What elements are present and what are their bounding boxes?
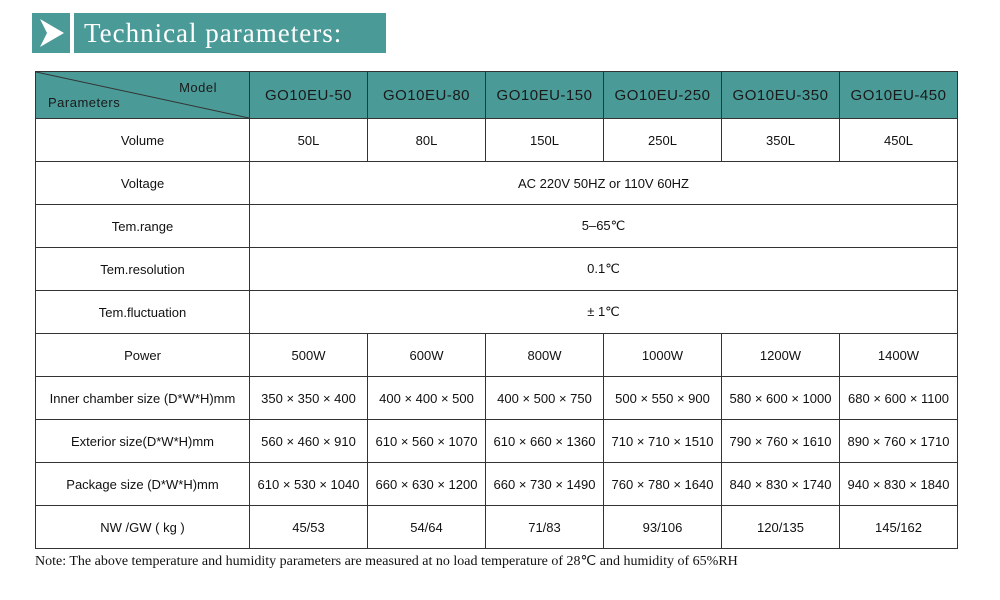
table-row bbox=[36, 291, 958, 334]
parameter-label-cell: Inner chamber size (D*W*H)mm bbox=[36, 377, 250, 420]
value-cell: 790 × 760 × 1610 bbox=[722, 420, 840, 463]
parameter-label-cell: Tem.range bbox=[36, 205, 250, 248]
parameter-label-cell: Power bbox=[36, 334, 250, 377]
parameter-label-cell: Package size (D*W*H)mm bbox=[36, 463, 250, 506]
value-cell: 580 × 600 × 1000 bbox=[722, 377, 840, 420]
parameter-label-cell: Tem.fluctuation bbox=[36, 291, 250, 334]
value-cell: 71/83 bbox=[486, 506, 604, 549]
value-cell: 400 × 400 × 500 bbox=[368, 377, 486, 420]
value-cell: 45/53 bbox=[250, 506, 368, 549]
model-header-cell: GO10EU-50 bbox=[250, 72, 368, 119]
table-header-row bbox=[36, 72, 958, 119]
value-cell: 940 × 830 × 1840 bbox=[840, 463, 958, 506]
model-header-cell: GO10EU-80 bbox=[368, 72, 486, 119]
value-cell: 250L bbox=[604, 119, 722, 162]
table-row bbox=[36, 420, 958, 463]
value-cell: 560 × 460 × 910 bbox=[250, 420, 368, 463]
value-cell: 1400W bbox=[840, 334, 958, 377]
model-header-cell: GO10EU-350 bbox=[722, 72, 840, 119]
merged-value-cell: 5–65℃ bbox=[250, 205, 958, 248]
value-cell: 145/162 bbox=[840, 506, 958, 549]
value-cell: 54/64 bbox=[368, 506, 486, 549]
value-cell: 1000W bbox=[604, 334, 722, 377]
table-row bbox=[36, 334, 958, 377]
value-cell: 350L bbox=[722, 119, 840, 162]
value-cell: 610 × 560 × 1070 bbox=[368, 420, 486, 463]
value-cell: 150L bbox=[486, 119, 604, 162]
merged-value-cell: 0.1℃ bbox=[250, 248, 958, 291]
value-cell: 660 × 730 × 1490 bbox=[486, 463, 604, 506]
table-row bbox=[36, 463, 958, 506]
value-cell: 760 × 780 × 1640 bbox=[604, 463, 722, 506]
value-cell: 840 × 830 × 1740 bbox=[722, 463, 840, 506]
value-cell: 800W bbox=[486, 334, 604, 377]
section-header bbox=[32, 13, 386, 53]
corner-header-cell bbox=[36, 72, 250, 119]
value-cell: 890 × 760 × 1710 bbox=[840, 420, 958, 463]
value-cell: 400 × 500 × 750 bbox=[486, 377, 604, 420]
value-cell: 710 × 710 × 1510 bbox=[604, 420, 722, 463]
parameter-label-cell: Tem.resolution bbox=[36, 248, 250, 291]
value-cell: 680 × 600 × 1100 bbox=[840, 377, 958, 420]
value-cell: 50L bbox=[250, 119, 368, 162]
value-cell: 500W bbox=[250, 334, 368, 377]
value-cell: 610 × 530 × 1040 bbox=[250, 463, 368, 506]
footnote: Note: The above temperature and humidity parameters are measured at no load temperature of 28℃ and humidity of 65%RH bbox=[35, 554, 738, 569]
value-cell: 660 × 630 × 1200 bbox=[368, 463, 486, 506]
value-cell: 93/106 bbox=[604, 506, 722, 549]
value-cell: 500 × 550 × 900 bbox=[604, 377, 722, 420]
value-cell: 610 × 660 × 1360 bbox=[486, 420, 604, 463]
parameter-label-cell: Voltage bbox=[36, 162, 250, 205]
parameter-label-cell: Volume bbox=[36, 119, 250, 162]
value-cell: 80L bbox=[368, 119, 486, 162]
section-title: Technical parameters: bbox=[74, 13, 386, 53]
table-row bbox=[36, 377, 958, 420]
merged-value-cell: ± 1℃ bbox=[250, 291, 958, 334]
spec-table bbox=[35, 71, 958, 549]
model-header-cell: GO10EU-150 bbox=[486, 72, 604, 119]
table-row bbox=[36, 162, 958, 205]
table-row bbox=[36, 205, 958, 248]
corner-parameters-label: Parameters bbox=[48, 95, 121, 110]
parameter-label-cell: NW /GW ( kg ) bbox=[36, 506, 250, 549]
value-cell: 120/135 bbox=[722, 506, 840, 549]
value-cell: 1200W bbox=[722, 334, 840, 377]
value-cell: 600W bbox=[368, 334, 486, 377]
corner-model-label: Model bbox=[179, 80, 217, 95]
merged-value-cell: AC 220V 50HZ or 110V 60HZ bbox=[250, 162, 958, 205]
model-header-cell: GO10EU-250 bbox=[604, 72, 722, 119]
parameter-label-cell: Exterior size(D*W*H)mm bbox=[36, 420, 250, 463]
play-arrow-icon bbox=[32, 13, 70, 53]
table-row bbox=[36, 506, 958, 549]
value-cell: 450L bbox=[840, 119, 958, 162]
table-row bbox=[36, 119, 958, 162]
model-header-cell: GO10EU-450 bbox=[840, 72, 958, 119]
value-cell: 350 × 350 × 400 bbox=[250, 377, 368, 420]
table-row bbox=[36, 248, 958, 291]
